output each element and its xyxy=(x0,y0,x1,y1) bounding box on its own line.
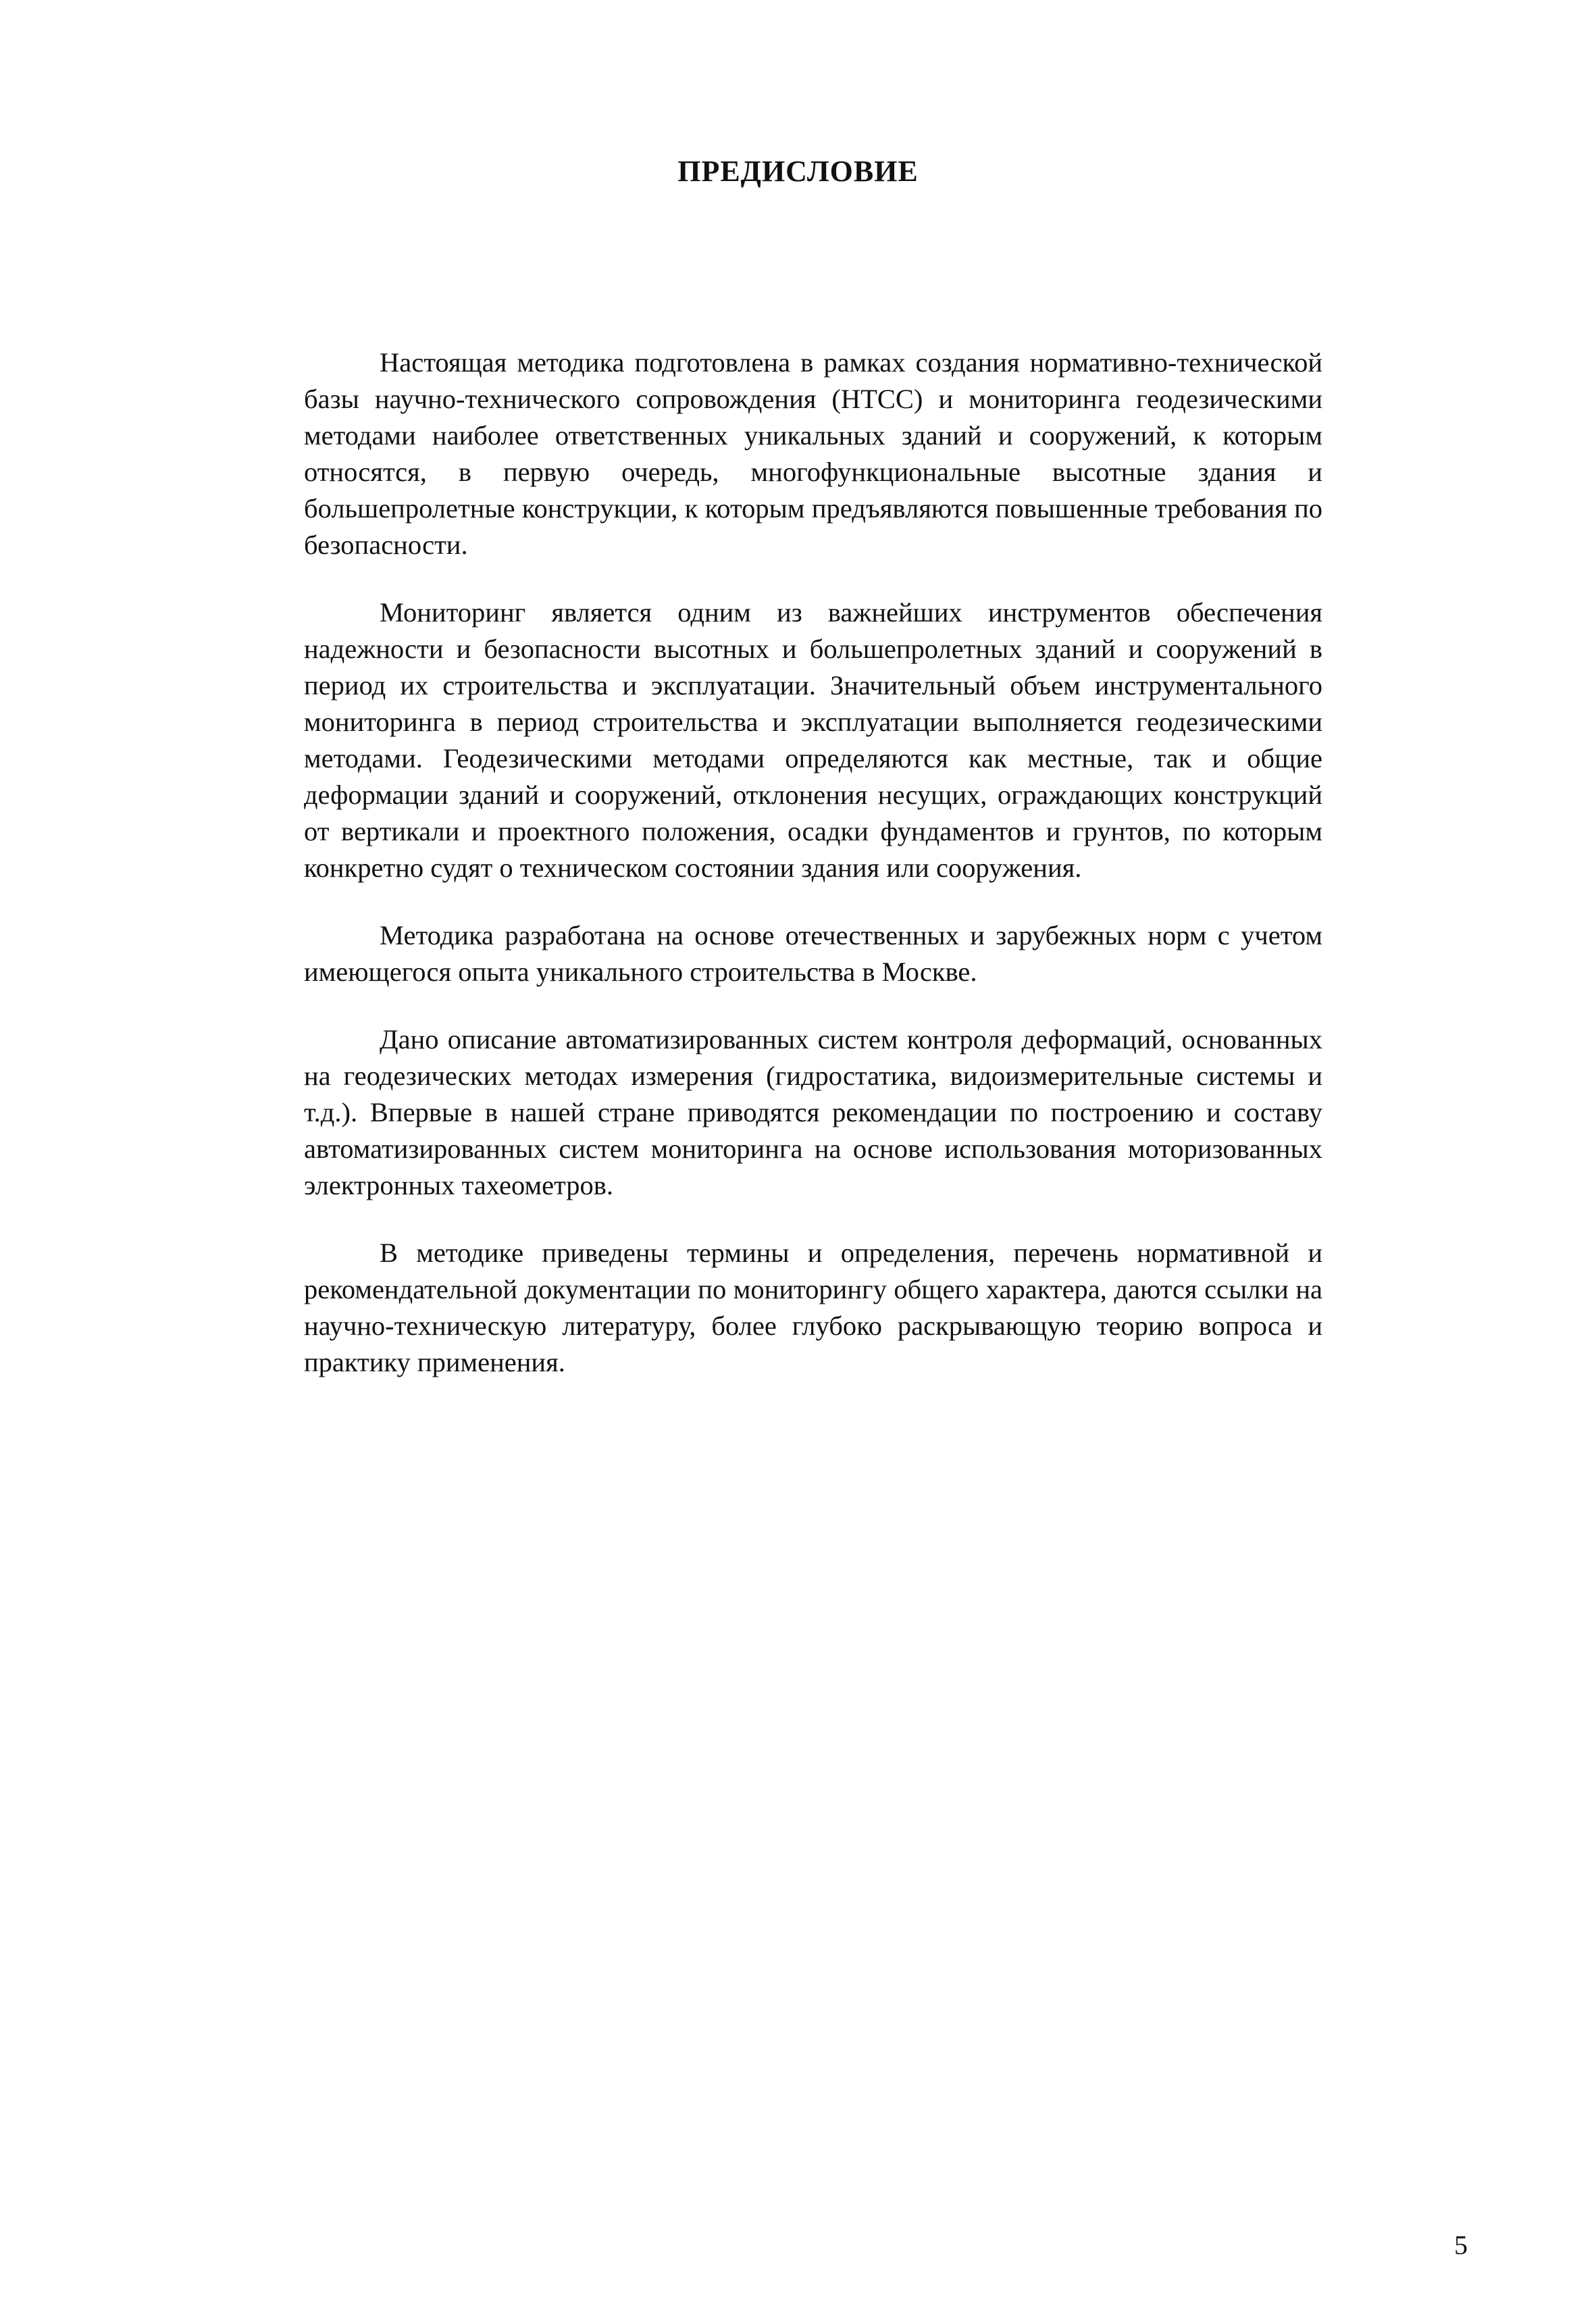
page-title: ПРЕДИСЛОВИЕ xyxy=(677,155,919,188)
paragraph-1: Настоящая методика подготовлена в рамках создания нормативно-технической базы научно-технического сопровождения (НТСС) и мониторинга геодезическими методами наиболее ответственных уникальных зданий и сооружений, к которым относятся, в первую очередь, многофункциональные высотные здания и большепролетные конструкции, к которым предъявляются повышенные требования по безопасности. xyxy=(304,347,1322,560)
page-number: 5 xyxy=(1454,2230,1468,2260)
body-text xyxy=(304,345,1322,1412)
paragraph-2: Мониторинг является одним из важнейших инструментов обеспечения надежности и безопасности высотных и большепролетных зданий и сооружений в период их строительства и эксплуатации. Значительный объем инструментального мониторинга в период строительства и эксплуатации выполняется геодезическими методами. Геодезическими методами определяются как местные, так и общие деформации зданий и сооружений, отклонения несущих, ограждающих конструкций от вертикали и проектного положения, осадки фундаментов и грунтов, по которым конкретно судят о техническом состоянии здания или сооружения. xyxy=(304,597,1322,883)
paragraph-5: В методике приведены термины и определения, перечень нормативной и рекомендательной документации по мониторингу общего характера, даются ссылки на научно-техническую литературу, более глубоко раскрывающую теорию вопроса и практику применения. xyxy=(304,1238,1322,1377)
paragraph-3: Методика разработана на основе отечественных и зарубежных норм с учетом имеющегося опыта уникального строительства в Москве. xyxy=(304,920,1322,987)
paragraph-4: Дано описание автоматизированных систем контроля деформаций, основанных на геодезических методах измерения (гидростатика, видоизмерительные системы и т.д.). Впервые в нашей стране приводятся рекомендации по построению и составу автоматизированных систем мониторинга на основе использования моторизованных электронных тахеометров. xyxy=(304,1024,1322,1200)
